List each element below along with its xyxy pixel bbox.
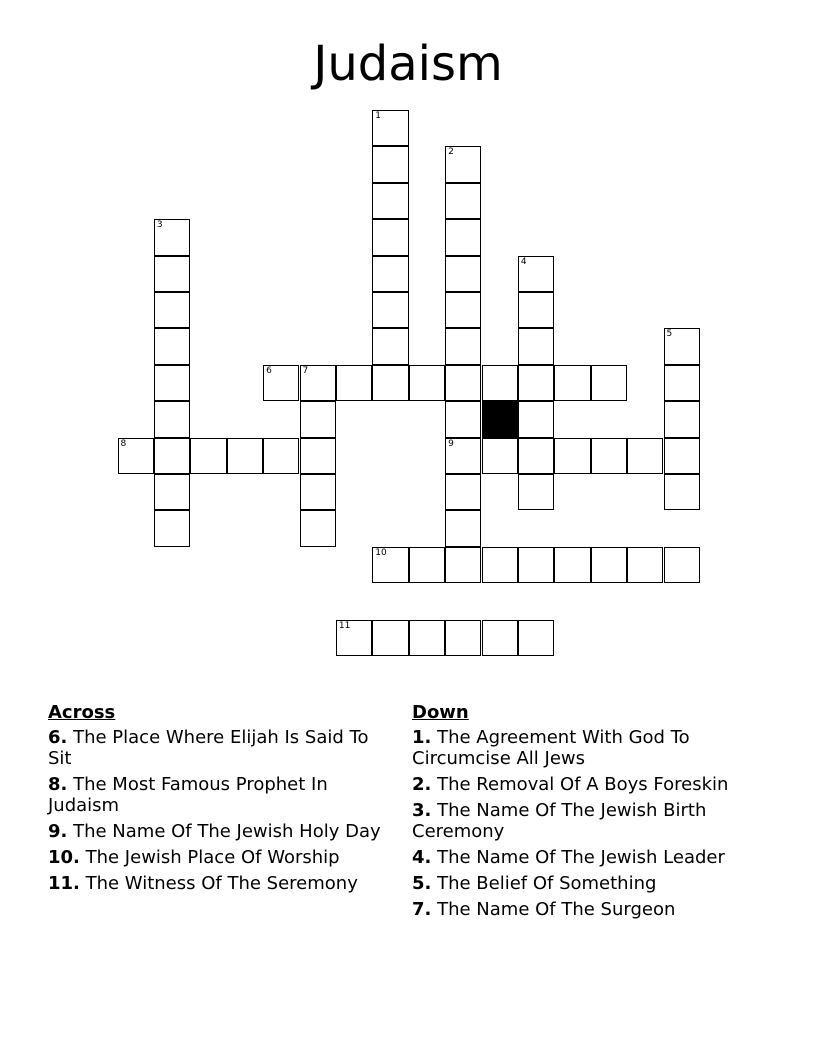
down-clue — [412, 873, 752, 894]
grid-cell[interactable] — [445, 547, 481, 583]
grid-cell[interactable] — [154, 292, 190, 328]
grid-cell[interactable] — [482, 620, 518, 656]
clue-number: 10. — [48, 847, 80, 868]
grid-cell[interactable] — [445, 292, 481, 328]
down-clue — [412, 899, 752, 920]
grid-cell[interactable] — [409, 620, 445, 656]
cell-number: 2 — [448, 147, 454, 158]
across-clue — [48, 847, 388, 868]
grid-cell[interactable] — [554, 438, 590, 474]
grid-cell[interactable] — [664, 547, 700, 583]
grid-cell[interactable] — [263, 365, 299, 401]
clue-number: 3. — [412, 800, 432, 821]
grid-cell[interactable] — [664, 328, 700, 364]
grid-cell[interactable] — [482, 438, 518, 474]
grid-cell[interactable] — [190, 438, 226, 474]
grid-cell[interactable] — [554, 547, 590, 583]
cell-number: 10 — [375, 547, 387, 558]
grid-cell[interactable] — [372, 183, 408, 219]
grid-cell[interactable] — [154, 256, 190, 292]
grid-cell[interactable] — [664, 365, 700, 401]
clue-text: The Place Where Elijah Is Said To Sit — [48, 727, 369, 769]
grid-cell[interactable] — [263, 438, 299, 474]
grid-cell[interactable] — [518, 328, 554, 364]
grid-cell[interactable] — [154, 438, 190, 474]
grid-cell[interactable] — [154, 401, 190, 437]
grid-cell[interactable] — [300, 365, 336, 401]
grid-cell[interactable] — [445, 401, 481, 437]
grid-cell[interactable] — [445, 256, 481, 292]
grid-cell[interactable] — [445, 510, 481, 546]
across-clue — [48, 873, 388, 894]
grid-cell[interactable] — [372, 620, 408, 656]
grid-cell[interactable] — [409, 365, 445, 401]
down-clue — [412, 727, 752, 769]
grid-cell[interactable] — [591, 547, 627, 583]
grid-cell[interactable] — [482, 365, 518, 401]
across-heading: Across — [48, 702, 116, 723]
clue-text: The Removal Of A Boys Foreskin — [431, 774, 729, 795]
cell-number: 7 — [302, 365, 309, 376]
clue-text: The Name Of The Jewish Leader — [431, 847, 725, 868]
grid-cell[interactable] — [445, 365, 481, 401]
clue-text: The Name Of The Jewish Holy Day — [67, 821, 381, 842]
grid-cell[interactable] — [554, 365, 590, 401]
grid-cell[interactable] — [591, 365, 627, 401]
grid-cell[interactable] — [445, 146, 481, 182]
clue-text: The Jewish Place Of Worship — [79, 847, 340, 868]
grid-cell[interactable] — [154, 510, 190, 546]
grid-cell[interactable] — [372, 146, 408, 182]
clue-number: 6. — [48, 727, 68, 748]
grid-cell[interactable] — [627, 438, 663, 474]
grid-cell[interactable] — [372, 110, 408, 146]
across-clue — [48, 821, 388, 842]
cell-number: 3 — [156, 220, 163, 231]
across-clue-list — [48, 727, 388, 894]
cell-number: 8 — [120, 438, 127, 449]
across-clue — [48, 727, 388, 769]
grid-cell[interactable] — [154, 365, 190, 401]
grid-cell[interactable] — [445, 183, 481, 219]
down-clue — [412, 774, 752, 795]
grid-cell[interactable] — [372, 328, 408, 364]
cell-number: 11 — [338, 620, 351, 631]
clue-number: 4. — [412, 847, 432, 868]
clue-number: 2. — [412, 774, 432, 795]
grid-cell[interactable] — [664, 474, 700, 510]
grid-cell[interactable] — [300, 474, 336, 510]
clue-number: 8. — [48, 774, 68, 795]
grid-cell[interactable] — [336, 620, 372, 656]
grid-cell[interactable] — [372, 256, 408, 292]
down-clue-list — [412, 727, 752, 920]
grid-cell[interactable] — [409, 547, 445, 583]
grid-cell[interactable] — [627, 547, 663, 583]
grid-cell[interactable] — [372, 292, 408, 328]
grid-cell[interactable] — [664, 438, 700, 474]
down-clue — [412, 800, 752, 842]
grid-cell[interactable] — [154, 474, 190, 510]
grid-cell[interactable] — [591, 438, 627, 474]
clue-number: 5. — [412, 873, 432, 894]
grid-cell[interactable] — [518, 547, 554, 583]
grid-cell[interactable] — [518, 438, 554, 474]
clue-text: The Name Of The Jewish Birth Ceremony — [412, 800, 707, 842]
clue-text: The Belief Of Something — [431, 873, 657, 894]
cell-number: 4 — [520, 256, 527, 267]
grid-cell[interactable] — [518, 401, 554, 437]
clue-number: 1. — [412, 727, 432, 748]
grid-cell[interactable] — [445, 219, 481, 255]
cell-number: 6 — [266, 365, 272, 376]
cell-number: 1 — [375, 111, 382, 121]
grid-cell[interactable] — [372, 365, 408, 401]
puzzle-title: Judaism — [313, 36, 503, 92]
grid-cell[interactable] — [445, 438, 481, 474]
grid-cell[interactable] — [445, 620, 481, 656]
clue-number: 7. — [412, 899, 432, 920]
grid-cell[interactable] — [154, 219, 190, 255]
down-clues — [412, 702, 752, 925]
grid-cell[interactable] — [482, 547, 518, 583]
across-clue — [48, 774, 388, 816]
grid-cell[interactable] — [664, 401, 700, 437]
grid-cell[interactable] — [372, 547, 408, 583]
grid-cell[interactable] — [445, 328, 481, 364]
grid-cell[interactable] — [154, 328, 190, 364]
grid-cell[interactable] — [372, 219, 408, 255]
grid-cell[interactable] — [518, 256, 554, 292]
black-cell — [482, 401, 518, 437]
grid-cell[interactable] — [118, 438, 154, 474]
cell-number: 9 — [448, 438, 454, 449]
clue-text: The Name Of The Surgeon — [431, 899, 676, 920]
clue-text: The Agreement With God To Circumcise All Jews — [412, 727, 690, 769]
clue-text: The Most Famous Prophet In Judaism — [48, 774, 328, 816]
grid-cell[interactable] — [300, 401, 336, 437]
down-heading: Down — [412, 702, 469, 723]
grid-cell[interactable] — [518, 292, 554, 328]
cell-number: 5 — [666, 329, 673, 340]
grid-cell[interactable] — [336, 365, 372, 401]
grid-cell[interactable] — [227, 438, 263, 474]
grid-cell[interactable] — [445, 474, 481, 510]
grid-cell[interactable] — [518, 620, 554, 656]
down-clue — [412, 847, 752, 868]
clue-text: The Witness Of The Seremony — [79, 873, 358, 894]
across-clues — [48, 702, 388, 899]
clue-number: 9. — [48, 821, 68, 842]
grid-cell[interactable] — [300, 510, 336, 546]
grid-cell[interactable] — [300, 438, 336, 474]
clue-number: 11. — [48, 873, 80, 894]
grid-cell[interactable] — [518, 474, 554, 510]
grid-cell[interactable] — [518, 365, 554, 401]
